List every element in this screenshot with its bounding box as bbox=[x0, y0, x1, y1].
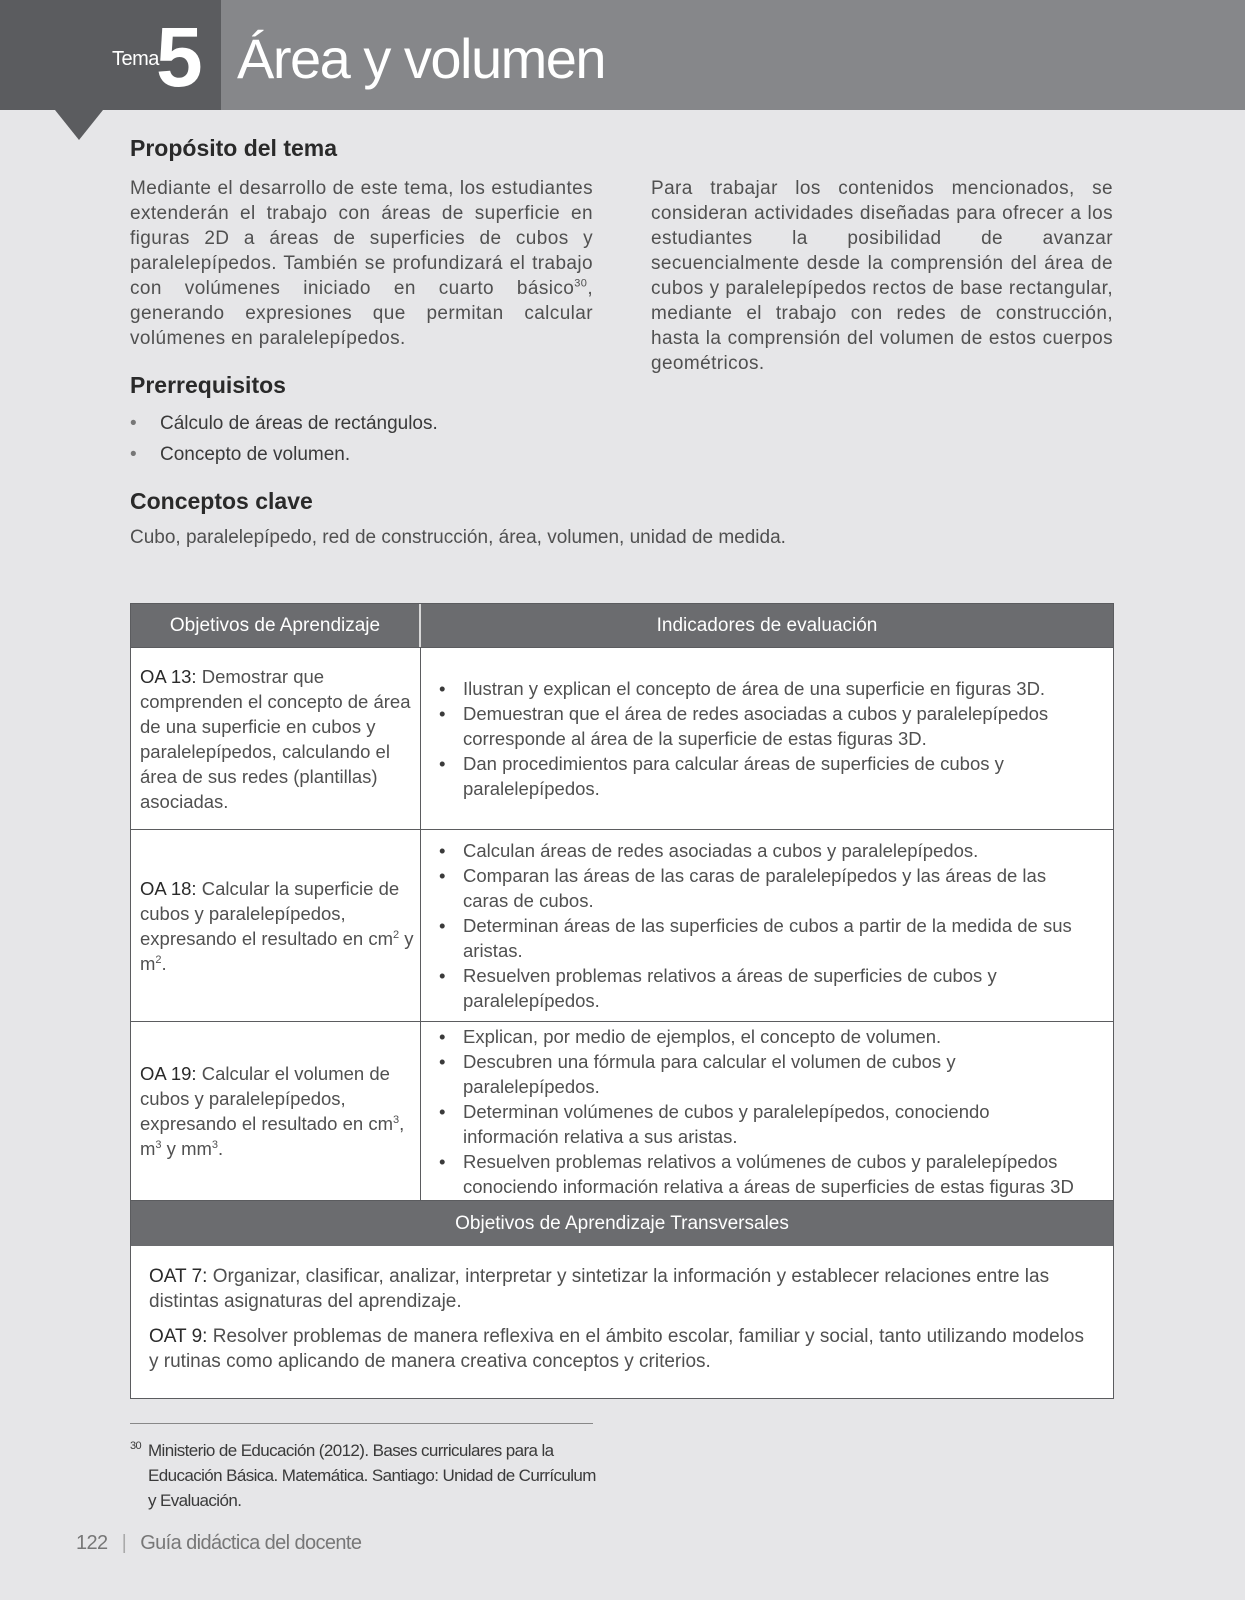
list-item: • Concepto de volumen. bbox=[130, 439, 438, 470]
list-item: • Ilustran y explican el concepto de área de una superficie en figuras 3D. bbox=[439, 678, 1046, 699]
bullet-icon: • bbox=[130, 444, 137, 465]
oat-item: OAT 7: Organizar, clasificar, analizar, interpretar y sintetizar la información y establecer relaciones entre las distintas asignaturas del aprendizaje. bbox=[149, 1266, 1050, 1312]
conceptos-text: Cubo, paralelepípedo, red de construcción, área, volumen, unidad de medida. bbox=[130, 527, 786, 548]
list-item: • Resuelven problemas relativos a volúmenes de cubos y paralelepípedos conociendo información relativa a áreas de superficies de estas figuras 3D bbox=[439, 1150, 1074, 1197]
indicators-cell bbox=[421, 1022, 1113, 1200]
prerrequisitos-heading: Prerrequisitos bbox=[130, 372, 286, 398]
footnote bbox=[130, 1438, 600, 1513]
table-row bbox=[131, 829, 1113, 1021]
list-item: • Explican, por medio de ejemplos, el concepto de volumen. bbox=[439, 1025, 942, 1047]
conceptos-heading: Conceptos clave bbox=[130, 488, 313, 514]
footnote-mark: 30 bbox=[130, 1440, 142, 1452]
objective-cell: OA 18: Calcular la superficie de cubos y paralelepípedos, expresando el resultado en $cm^2$ y $m^2$. bbox=[131, 830, 421, 1021]
objective-cell: OA 13: Demostrar que comprenden el concepto de área de una superficie en cubos y paralelepípedos, calculando el área de sus redes (plantillas) asociadas. bbox=[131, 648, 421, 829]
header-notch-arrow bbox=[55, 110, 103, 140]
oat-body bbox=[131, 1246, 1113, 1398]
table-row bbox=[131, 647, 1113, 829]
oa-code: OA 18: bbox=[140, 877, 197, 899]
list-item: • Cálculo de áreas de rectángulos. bbox=[130, 408, 438, 439]
tema-number: 5 bbox=[156, 10, 203, 104]
table-header bbox=[131, 604, 1113, 647]
oa-code: OA 13: bbox=[140, 665, 197, 687]
list-item: • Resuelven problemas relativos a áreas de superficies de cubos y paralelepípedos. bbox=[439, 965, 997, 1011]
list-item: • Demuestran que el área de redes asociadas a cubos y paralelepípedos corresponde al área de la superficie de estas figuras 3D. bbox=[439, 703, 1049, 749]
page-title: Área y volumen bbox=[237, 27, 606, 90]
tema-label: Tema bbox=[112, 48, 159, 70]
column-header-objetivos: Objetivos de Aprendizaje bbox=[131, 604, 421, 647]
oa-code: OA 19: bbox=[140, 1063, 197, 1084]
bullet-icon: • bbox=[130, 413, 137, 434]
objetivos-table bbox=[130, 603, 1114, 1399]
oat-code: OAT 9: bbox=[149, 1326, 208, 1347]
indicators-cell bbox=[421, 830, 1113, 1021]
list-item: • Calculan áreas de redes asociadas a cubos y paralelepípedos. bbox=[439, 840, 979, 861]
list-item: • Determinan volúmenes de cubos y paralelepípedos, conociendo información relativa a sus aristas. bbox=[439, 1100, 990, 1147]
page-number: 122 bbox=[76, 1532, 108, 1554]
list-item: • Descubren una fórmula para calcular el volumen de cubos y paralelepípedos. bbox=[439, 1050, 956, 1097]
footnote-divider bbox=[130, 1423, 593, 1424]
column-header-indicadores: Indicadores de evaluación bbox=[656, 614, 878, 636]
footer-separator: | bbox=[121, 1532, 127, 1554]
footnote-text: Ministerio de Educación (2012). Bases curriculares para la Educación Básica. Matemática. Santiago: Unidad de Currículum y Evaluación. bbox=[148, 1441, 596, 1510]
oat-header: Objetivos de Aprendizaje Transversales bbox=[131, 1200, 1113, 1246]
proposito-col1: Mediante el desarrollo de este tema, los estudiantes extenderán el trabajo con áreas de superficie en figuras 2D a áreas de superficies de cubos y paralelepípedos. También se profundizará el trabajo con volúmenes iniciado en cuarto básico$^{30}$, generando expresiones que permitan calcular volúmenes en paralelepípedos. bbox=[130, 178, 593, 349]
indicators-cell bbox=[421, 648, 1113, 829]
list-item: • Comparan las áreas de las caras de paralelepípedos y las áreas de las caras de cubos. bbox=[439, 865, 1047, 911]
proposito-heading: Propósito del tema bbox=[130, 135, 338, 161]
book-title: Guía didáctica del docente bbox=[140, 1532, 362, 1554]
prerrequisitos-list bbox=[130, 408, 438, 470]
page-footer bbox=[76, 1532, 361, 1555]
oat-item: OAT 9: Resolver problemas de manera reflexiva en el ámbito escolar, familiar y social, tanto utilizando modelos y rutinas como aplicando de manera creativa conceptos y criterios. bbox=[149, 1326, 1084, 1372]
objective-cell: OA 19: Calcular el volumen de cubos y paralelepípedos, expresando el resultado en $cm^3$, $m^3$ y $mm^3$. bbox=[131, 1022, 421, 1200]
table-row bbox=[131, 1021, 1113, 1200]
list-item: • Determinan áreas de las superficies de cubos a partir de la medida de sus aristas. bbox=[439, 915, 1072, 961]
oat-code: OAT 7: bbox=[149, 1266, 208, 1287]
proposito-col2: Para trabajar los contenidos mencionados, se consideran actividades diseñadas para ofrecer a los estudiantes la posibilidad de avanzar secuencialmente desde la comprensión del área de cubos y paralelepípedos rectos de base rectangular, mediante el trabajo con redes de construcción, hasta la comprensión del volumen de estos cuerpos geométricos. bbox=[651, 178, 1113, 374]
list-item: • Dan procedimientos para calcular áreas de superficies de cubos y paralelepípedos. bbox=[439, 753, 1004, 799]
